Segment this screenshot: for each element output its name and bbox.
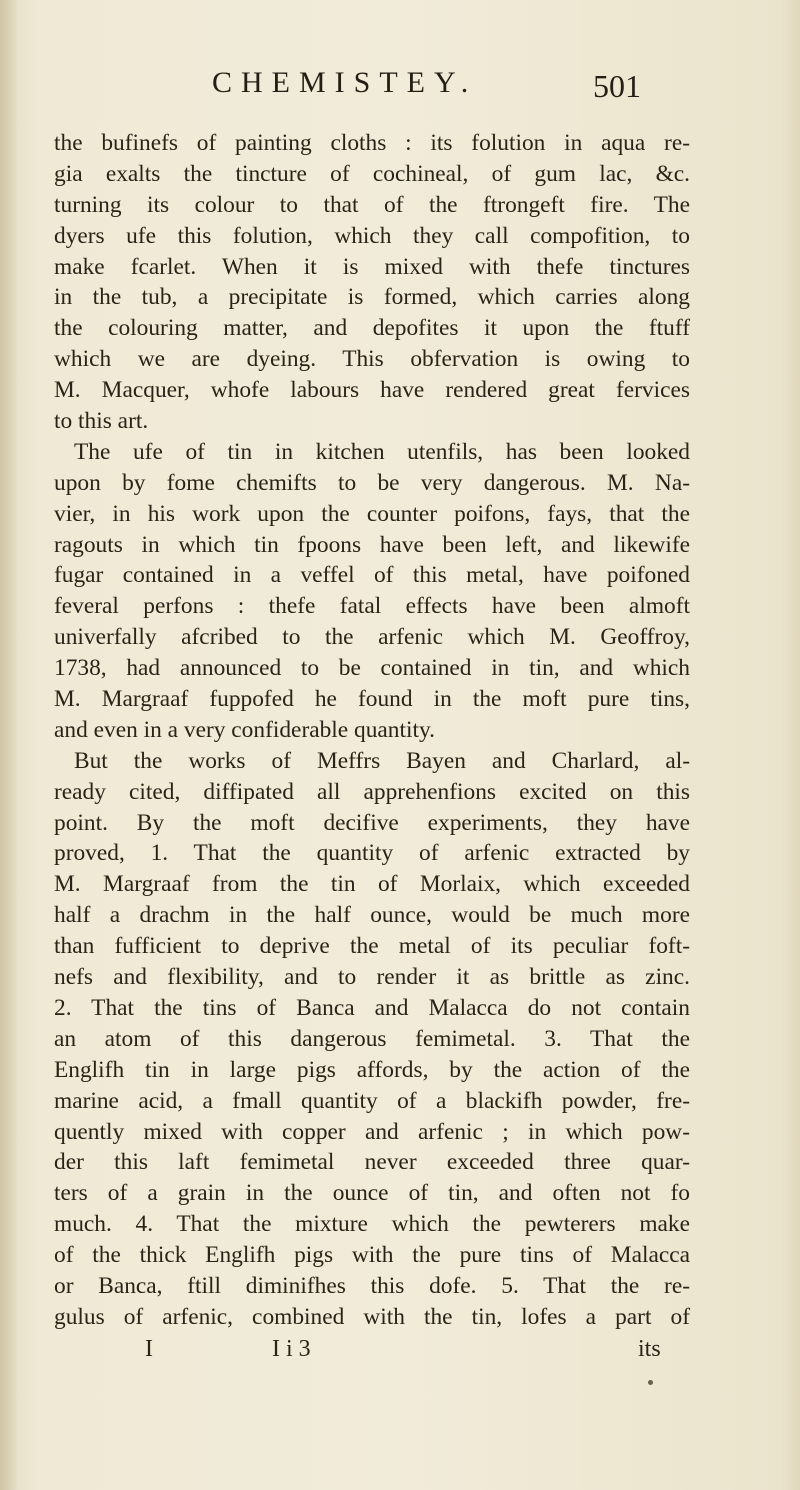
ink-speck xyxy=(648,1380,653,1385)
text-line: univerfally afcribed to the arfenic which M. Geoffroy, xyxy=(54,624,690,651)
text-line: M. Margraaf fuppofed he found in the moft pure tins, xyxy=(54,686,690,713)
text-line: upon by fome chemifts to be very dangerous. M. Na- xyxy=(54,469,690,496)
text-line: feveral perfons : thefe fatal effects have been almoft xyxy=(54,593,690,620)
catchword: its xyxy=(638,1336,661,1362)
text-line: the bufinefs of painting cloths : its folution in aqua re- xyxy=(54,130,690,156)
text-line: and even in a very confiderable quantity. xyxy=(54,716,436,743)
text-line: 1738, had announced to be contained in tin, and which xyxy=(54,655,690,682)
text-line: gia exalts the tincture of cochineal, of gum lac, &c. xyxy=(54,160,690,187)
text-line: dyers ufe this folution, which they call compofition, to xyxy=(54,222,690,249)
text-line: half a drachm in the half ounce, would be much more xyxy=(54,902,690,929)
text-line: make fcarlet. When it is mixed with thefe tinctures xyxy=(54,253,690,280)
text-line: ragouts in which tin fpoons have been left, and likewife xyxy=(54,531,690,558)
page-gutter-shadow xyxy=(0,0,18,1490)
text-line: gulus of arfenic, combined with the tin, lofes a part of xyxy=(54,1303,690,1330)
text-line: der this laft femimetal never exceeded three quar- xyxy=(54,1149,690,1176)
text-line: to this art. xyxy=(54,408,149,435)
text-line: much. 4. That the mixture which the pewterers make xyxy=(54,1211,690,1238)
signature-line xyxy=(145,1336,680,1368)
text-line: proved, 1. That the quantity of arfenic extracted by xyxy=(54,840,690,867)
page-number: 501 xyxy=(593,68,641,104)
text-line: point. By the moft decifive experiments, they have xyxy=(54,809,690,836)
text-line: 2. That the tins of Banca and Malacca do not contain xyxy=(54,994,690,1021)
text-line: vier, in his work upon the counter poifons, fays, that the xyxy=(54,500,690,527)
signature-mark: I xyxy=(145,1336,153,1362)
text-line: which we are dyeing. This obfervation is owing to xyxy=(54,346,690,373)
text-line: marine acid, a fmall quantity of a blackifh powder, fre- xyxy=(54,1087,690,1114)
text-line: ready cited, diffipated all apprehenfions excited on this xyxy=(54,778,690,805)
text-line: than fufficient to deprive the metal of its peculiar foft- xyxy=(54,933,690,960)
signature-mark: I i 3 xyxy=(272,1336,311,1362)
text-line: M. Margraaf from the tin of Morlaix, which exceeded xyxy=(54,871,690,898)
text-line: an atom of this dangerous femimetal. 3. That the xyxy=(54,1025,690,1052)
text-line: But the works of Meffrs Bayen and Charlard, al- xyxy=(74,747,690,774)
text-line: turning its colour to that of the ftrongeft fire. The xyxy=(54,191,690,218)
text-line: fugar contained in a veffel of this metal, have poifoned xyxy=(54,562,690,589)
text-line: M. Macquer, whofe labours have rendered great fervices xyxy=(54,377,690,404)
text-line: nefs and flexibility, and to render it as brittle as zinc. xyxy=(54,964,690,991)
body-text xyxy=(54,128,690,1333)
text-line: of the thick Englifh pigs with the pure tins of Malacca xyxy=(54,1242,690,1269)
running-title: CHEMISTEY. xyxy=(212,66,478,99)
text-line: ters of a grain in the ounce of tin, and often not fo xyxy=(54,1180,690,1207)
text-line: quently mixed with copper and arfenic ; in which pow- xyxy=(54,1118,690,1145)
text-line: Englifh tin in large pigs affords, by the action of the xyxy=(54,1056,690,1083)
text-line: or Banca, ftill diminifhes this dofe. 5. That the re- xyxy=(54,1272,690,1299)
text-line: in the tub, a precipitate is formed, which carries along xyxy=(54,284,690,311)
text-line: the colouring matter, and depofites it upon the ftuff xyxy=(54,315,690,342)
text-line: The ufe of tin in kitchen utenfils, has been looked xyxy=(74,438,690,465)
